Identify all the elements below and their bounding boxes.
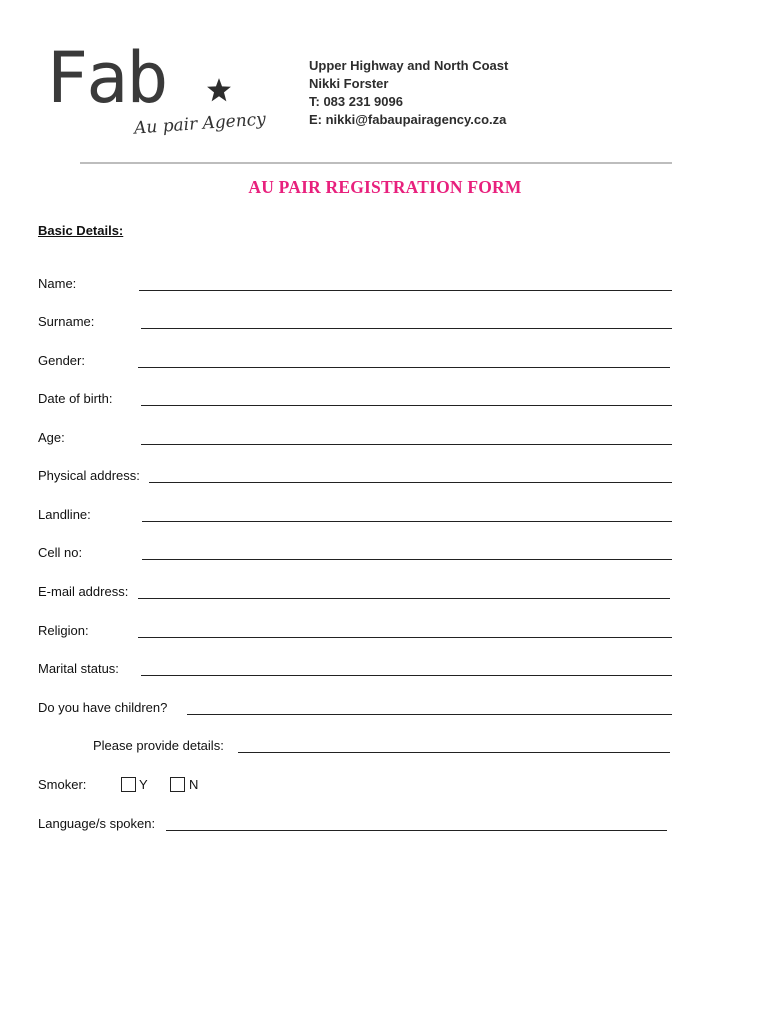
smoker-no-label: N bbox=[189, 777, 199, 792]
languages-label: Language/s spoken: bbox=[38, 816, 156, 831]
dob-field[interactable] bbox=[141, 405, 672, 406]
surname-field[interactable] bbox=[141, 328, 672, 329]
gender-label: Gender: bbox=[38, 353, 85, 368]
section-title: Basic Details: bbox=[38, 223, 124, 238]
smoker-no-checkbox[interactable] bbox=[170, 777, 185, 792]
religion-label: Religion: bbox=[38, 623, 89, 638]
star-icon bbox=[206, 77, 232, 103]
smoker-label: Smoker: bbox=[38, 777, 87, 792]
landline-label: Landline: bbox=[38, 507, 91, 522]
marital-field[interactable] bbox=[141, 675, 672, 676]
marital-label: Marital status: bbox=[38, 661, 119, 676]
cell-field[interactable] bbox=[142, 559, 672, 560]
email-field[interactable] bbox=[138, 598, 670, 599]
languages-field[interactable] bbox=[166, 830, 667, 831]
address-field[interactable] bbox=[149, 482, 672, 483]
contact-email: E: nikki@fabaupairagency.co.za bbox=[309, 112, 507, 127]
religion-field[interactable] bbox=[138, 637, 672, 638]
age-label: Age: bbox=[38, 430, 65, 445]
surname-label: Surname: bbox=[38, 314, 95, 329]
cell-label: Cell no: bbox=[38, 545, 83, 560]
smoker-yes-label: Y bbox=[139, 777, 148, 792]
logo-text: Fab bbox=[46, 37, 167, 119]
gender-field[interactable] bbox=[138, 367, 670, 368]
contact-region: Upper Highway and North Coast bbox=[309, 58, 509, 73]
address-label: Physical address: bbox=[38, 468, 140, 483]
header-divider bbox=[80, 162, 672, 164]
email-label: E-mail address: bbox=[38, 584, 129, 599]
contact-phone: T: 083 231 9096 bbox=[309, 94, 403, 109]
dob-label: Date of birth: bbox=[38, 391, 113, 406]
agency-logo bbox=[46, 37, 267, 150]
children-details-label: Please provide details: bbox=[93, 738, 224, 753]
name-field[interactable] bbox=[139, 290, 672, 291]
landline-field[interactable] bbox=[142, 521, 672, 522]
contact-name: Nikki Forster bbox=[309, 76, 389, 91]
children-label: Do you have children? bbox=[38, 700, 168, 715]
contact-info bbox=[309, 57, 508, 129]
form-title: AU PAIR REGISTRATION FORM bbox=[248, 177, 522, 197]
smoker-yes-checkbox[interactable] bbox=[121, 777, 136, 792]
children-details-field[interactable] bbox=[238, 752, 670, 753]
logo-subtitle: Au pair Agency bbox=[133, 109, 267, 139]
children-field[interactable] bbox=[187, 714, 672, 715]
name-label: Name: bbox=[38, 276, 77, 291]
age-field[interactable] bbox=[141, 444, 672, 445]
